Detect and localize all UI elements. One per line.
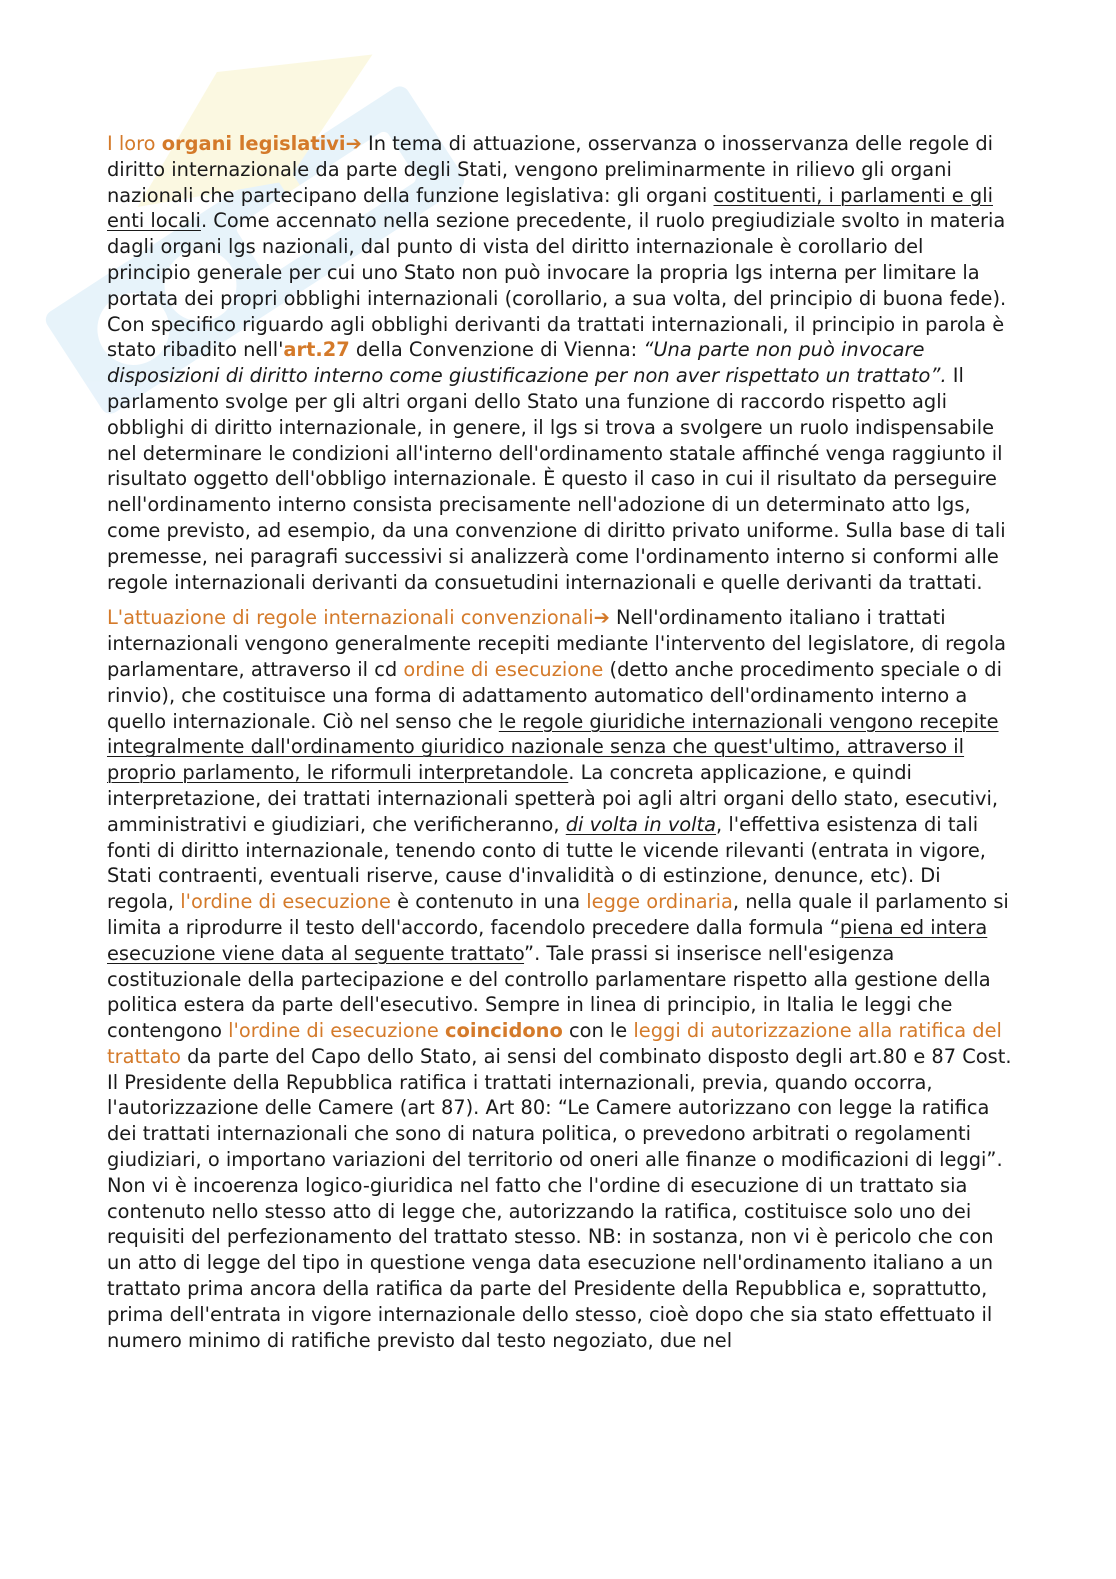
paragraph-attuazione-regole [107, 605, 1012, 1353]
key-term-bold: coincidono [445, 1019, 563, 1043]
text-segment: Il parlamento svolge per gli altri organi dello Stato una funzione di raccordo rispetto agli obblighi di diritto internazionale, in genere, il lgs si trova a svolgere un ruolo indispensabile nel determinare le condizioni all'interno dell'ordinamento statale affinché venga raggiunto il risultato oggetto dell'obbligo internazionale. È questo il caso in cui il risultato da perseguire nell'ordinamento interno consista precisamente nell'adozione di un determinato atto lgs, come previsto, ad esempio, da una convenzione di diritto privato uniforme. Sulla base di tali premesse, nei paragrafi successivi si analizzerà come l'ordinamento interno si conformi alle regole internazionali derivanti da consuetudini internazionali e quelle derivanti da trattati. [107, 364, 1006, 594]
text-segment: ”. Tale prassi si inserisce nell'esigenza costituzionale della partecipazione e del controllo parlamentare rispetto alla gestione della politica estera da parte dell'esecutivo. Sempre in linea di principio, in Italia le leggi che contengono [107, 941, 991, 1043]
text-segment: è contenuto in una [390, 890, 587, 914]
text-segment: I loro [107, 132, 162, 155]
document-body [107, 131, 1012, 1353]
underlined-text: le regole giuridiche internazionali vengono recepite integralmente dall'ordinamento giuridico nazionale senza che quest'ultimo, attraverso il proprio parlamento, le riformuli interpretandole [107, 709, 999, 785]
text-segment: (detto anche procedimento speciale o di rinvio), che costituisce una forma di adattamento automatico dell'ordinamento interno a quello internazionale. Ciò nel senso che [107, 657, 1002, 733]
text-segment: della Convenzione di Vienna: [349, 338, 644, 362]
text-segment: con le [562, 1019, 634, 1043]
key-term: l'ordine di esecuzione [228, 1019, 439, 1043]
key-term: l'ordine di esecuzione [180, 890, 391, 914]
arrow-right-icon: ➔ [593, 606, 610, 630]
key-term: legge ordinaria [586, 890, 733, 914]
section-heading: L'attuazione di regole internazionali convenzionali [107, 606, 594, 630]
text-segment: . Come accennato nella sezione precedente, il ruolo pregiudiziale svolto in materia dagli organi lgs nazionali, dal punto di vista del diritto internazionale è corollario del principio generale per cui uno Stato non può invocare la propria lgs interna per limitare la portata dei propri obblighi internazionali (corollario, a sua volta, del principio di buona fede). Con specifico riguardo agli obblighi derivanti da trattati internazionali, il principio in parola è stato ribadito nell' [107, 209, 1007, 362]
section-heading: organi legislativi [161, 132, 346, 155]
text-segment: da parte del Capo dello Stato, ai sensi del combinato disposto degli art.80 e 87 Cost. Il Presidente della Repubblica ratifica i trattati internazionali, previa, quando occorra, l'autorizzazione delle Camere (art 87). Art 80: “Le Camere autorizzano con legge la ratifica dei trattati internazionali che sono di natura politica, o prevedono arbitrati o regolamenti giudiziari, o importano variazioni del territorio od oneri alle finanze o modificazioni di leggi”. Non vi è incoerenza logico-giuridica nel fatto che l'ordine di esecuzione di un trattato sia contenuto nello stesso atto di legge che, autorizzando la ratifica, costituisce solo uno dei requisiti del perfezionamento del trattato stesso. NB: in sostanza, non vi è pericolo che con un atto di legge del tipo in questione venga data esecuzione nell'ordinamento italiano a un trattato prima ancora della ratifica da parte del Presidente della Repubblica e, soprattutto, prima dell'entrata in vigore internazionale dello stesso, cioè dopo che sia stato effettuato il numero minimo di ratifiche previsto dal testo negoziato, due nel [107, 1044, 1012, 1352]
quotation: “Una parte non può invocare disposizioni di diritto interno come giustificazione per non aver rispettato un trattato”. [107, 338, 947, 388]
underlined-text: piena ed intera esecuzione viene data al seguente trattato [107, 915, 988, 965]
key-term: ordine di esecuzione [403, 657, 604, 681]
underlined-italic-text: di volta in volta [565, 812, 717, 836]
article-reference: art.27 [283, 338, 350, 362]
text-segment: In tema di attuazione, osservanza o inosservanza delle regole di diritto internazionale da parte degli Stati, vengono preliminarmente in rilievo gli organi nazionali che partecipano della funzione legislativa: gli organi [107, 132, 994, 207]
paragraph-organi-legislativi [107, 131, 1012, 595]
arrow-right-icon: ➔ [345, 132, 362, 155]
text-segment: Nell'ordinamento italiano i trattati internazionali vengono generalmente recepiti mediante l'intervento del legislatore, di regola parlamentare, attraverso il cd [107, 606, 1006, 681]
text-segment: , nella quale il parlamento si limita a riprodurre il testo dell'accordo, facendolo precedere dalla formula “ [107, 890, 1009, 939]
text-segment: , l'effettiva esistenza di tali fonti di diritto internazionale, tenendo conto di tutte le vicende rilevanti (entrata in vigore, Stati contraenti, eventuali riserve, cause d'invalidità o di estinzione, denunce, etc). Di regola, [107, 812, 986, 914]
key-term: leggi di autorizzazione alla ratifica del trattato [107, 1019, 1002, 1068]
text-segment: . La concreta applicazione, e quindi interpretazione, dei trattati internazionali spetterà poi agli altri organi dello stato, esecutivi, amministrativi e giudiziari, che verificheranno, [107, 761, 999, 836]
underlined-text: costituenti, i parlamenti e gli enti locali [107, 183, 993, 233]
